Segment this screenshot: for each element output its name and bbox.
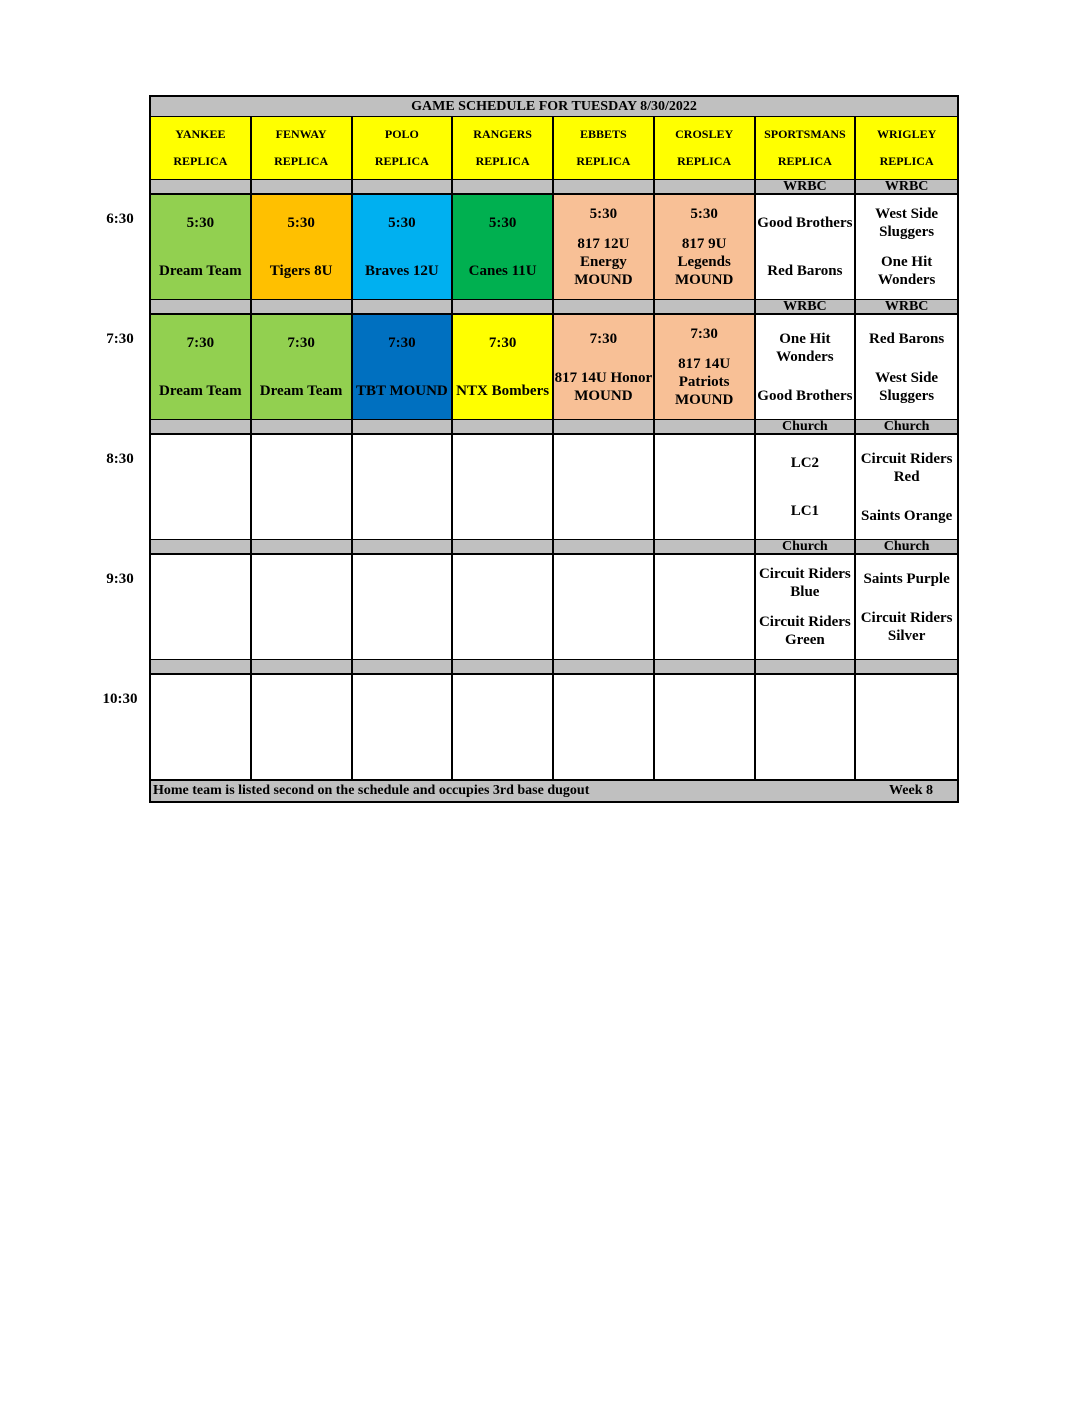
game-slot [453, 555, 554, 659]
separator-label [151, 420, 252, 433]
field-sub: REPLICA [677, 154, 732, 168]
field-name: YANKEE [175, 127, 226, 141]
game-slot [151, 195, 252, 299]
field-crosley [655, 117, 756, 179]
game-slot [655, 315, 756, 419]
separator-label [554, 300, 655, 313]
field-sub: REPLICA [274, 154, 329, 168]
separator-label [655, 180, 756, 193]
time-slot-row [149, 675, 959, 779]
slot-top-text: Red Barons [869, 330, 945, 347]
separator-label [453, 300, 554, 313]
separator-label: Church [756, 540, 857, 553]
separator-label [151, 300, 252, 313]
slot-top-text: 5:30 [589, 206, 618, 222]
separator-label: Church [756, 420, 857, 433]
slot-top-text: 7:30 [488, 335, 517, 351]
slot-top-text: Saints Purple [863, 570, 950, 587]
schedule-title: GAME SCHEDULE FOR TUESDAY 8/30/2022 [149, 95, 959, 117]
time-slot-row [149, 195, 959, 299]
slot-bottom-text: Circuit Riders Green [758, 614, 851, 648]
field-header-row [149, 117, 959, 179]
game-slot [151, 315, 252, 419]
game-slot [353, 435, 454, 539]
game-slot [453, 315, 554, 419]
slot-top-text: One Hit Wonders [776, 330, 834, 365]
separator-label: WRBC [756, 180, 857, 193]
time-label: 10:30 [102, 691, 138, 707]
field-sub: REPLICA [879, 154, 934, 168]
game-slot [151, 555, 252, 659]
field-wrigley [856, 117, 957, 179]
slot-top-text: 7:30 [186, 335, 215, 351]
separator-label [252, 300, 353, 313]
game-slot [856, 195, 957, 299]
game-slot [151, 675, 252, 779]
game-slot [353, 195, 454, 299]
field-sub: REPLICA [173, 154, 228, 168]
separator-label [252, 180, 353, 193]
separator-label [453, 660, 554, 673]
separator-label [252, 540, 353, 553]
field-sportsmans [756, 117, 857, 179]
slot-bottom-text: Good Brothers [757, 387, 853, 404]
game-slot [252, 555, 353, 659]
game-slot [453, 195, 554, 299]
field-sub: REPLICA [374, 154, 429, 168]
time-slot-row [149, 435, 959, 539]
game-slot [252, 435, 353, 539]
field-name: POLO [384, 127, 419, 141]
footer-week: Week 8 [889, 783, 933, 798]
separator-label: WRBC [856, 180, 957, 193]
slot-bottom-text: Braves 12U [365, 263, 439, 279]
separator-label [151, 540, 252, 553]
slot-top-text: 7:30 [388, 335, 416, 351]
field-name: CROSLEY [675, 127, 734, 141]
separator-label [353, 540, 454, 553]
slot-top-text: 5:30 [287, 215, 315, 231]
separator-row [149, 299, 959, 315]
slot-bottom-text: Circuit Riders Silver [860, 609, 953, 644]
game-slot [151, 435, 252, 539]
separator-label [151, 180, 252, 193]
separator-row [149, 659, 959, 675]
slot-top-text: 7:30 [690, 326, 718, 342]
separator-row [149, 419, 959, 435]
time-slot-row [149, 555, 959, 659]
schedule-body [149, 179, 959, 779]
separator-row [149, 539, 959, 555]
game-slot [554, 675, 655, 779]
field-rangers [453, 117, 554, 179]
field-sub: REPLICA [777, 154, 832, 168]
slot-bottom-text: 817 12U Energy MOUND [574, 236, 633, 288]
separator-label [353, 300, 454, 313]
time-label: 9:30 [106, 571, 134, 587]
field-name: WRIGLEY [876, 127, 937, 141]
game-slot [655, 195, 756, 299]
schedule-footer [149, 779, 959, 803]
game-slot [353, 675, 454, 779]
slot-bottom-text: Dream Team [159, 263, 242, 279]
separator-label [353, 660, 454, 673]
field-fenway [252, 117, 353, 179]
separator-label [252, 420, 353, 433]
separator-label [554, 420, 655, 433]
schedule-sheet [149, 95, 959, 803]
field-name: EBBETS [580, 127, 627, 141]
separator-label [453, 420, 554, 433]
field-name: FENWAY [275, 127, 327, 141]
field-yankee [151, 117, 252, 179]
slot-top-text: 7:30 [589, 330, 618, 347]
separator-label [554, 660, 655, 673]
separator-label [554, 180, 655, 193]
game-slot [756, 435, 857, 539]
game-slot [655, 435, 756, 539]
game-slot [655, 675, 756, 779]
separator-label [655, 300, 756, 313]
slot-bottom-text: Tigers 8U [269, 263, 333, 279]
slot-bottom-text: Dream Team [259, 383, 343, 399]
separator-label [554, 540, 655, 553]
slot-top-text: 5:30 [488, 215, 517, 231]
game-slot [756, 555, 857, 659]
field-sub: REPLICA [475, 154, 530, 168]
slot-top-text: Good Brothers [757, 215, 853, 231]
game-slot [554, 195, 655, 299]
slot-bottom-text: One Hit Wonders [877, 254, 936, 288]
footer-note: Home team is listed second on the schedule and occupies 3rd base dugout [153, 783, 590, 798]
slot-top-text: Circuit Riders Blue [758, 566, 851, 600]
slot-bottom-text: 817 9U Legends MOUND [674, 236, 734, 288]
slot-bottom-text: Red Barons [767, 263, 843, 279]
time-slot-row [149, 315, 959, 419]
slot-top-text: 7:30 [287, 335, 315, 351]
game-slot [252, 675, 353, 779]
game-slot [856, 555, 957, 659]
slot-bottom-text: TBT MOUND [355, 383, 448, 399]
game-slot [353, 555, 454, 659]
field-polo [353, 117, 454, 179]
separator-label: WRBC [856, 300, 957, 313]
field-name: SPORTSMANS [764, 127, 846, 141]
separator-row [149, 179, 959, 195]
separator-label [453, 180, 554, 193]
separator-label: Church [856, 540, 957, 553]
game-slot [554, 315, 655, 419]
separator-label [655, 660, 756, 673]
slot-bottom-text: Saints Orange [860, 507, 953, 524]
game-slot [252, 315, 353, 419]
slot-top-text: 5:30 [388, 215, 416, 231]
time-label: 8:30 [106, 451, 134, 467]
game-slot [554, 435, 655, 539]
field-name: RANGERS [473, 127, 532, 141]
separator-label [353, 420, 454, 433]
field-sub: REPLICA [576, 154, 631, 168]
separator-label: Church [856, 420, 957, 433]
time-label: 7:30 [106, 331, 134, 347]
game-slot [655, 555, 756, 659]
separator-label [756, 660, 857, 673]
slot-bottom-text: LC1 [790, 503, 820, 519]
game-slot [756, 195, 857, 299]
game-slot [353, 315, 454, 419]
game-slot [453, 435, 554, 539]
slot-top-text: 5:30 [690, 206, 718, 222]
separator-label [856, 660, 957, 673]
separator-label [655, 420, 756, 433]
slot-bottom-text: 817 14U Honor MOUND [554, 369, 653, 404]
game-slot [856, 435, 957, 539]
game-slot [856, 315, 957, 419]
separator-label: WRBC [756, 300, 857, 313]
slot-bottom-text: Canes 11U [468, 263, 537, 279]
field-ebbets [554, 117, 655, 179]
separator-label [453, 540, 554, 553]
slot-top-text: 5:30 [186, 215, 215, 231]
game-slot [453, 675, 554, 779]
slot-top-text: LC2 [790, 455, 820, 471]
game-slot [554, 555, 655, 659]
game-slot [756, 675, 857, 779]
time-label: 6:30 [106, 211, 134, 227]
separator-label [252, 660, 353, 673]
game-slot [856, 675, 957, 779]
slot-bottom-text: West Side Sluggers [875, 369, 939, 404]
slot-bottom-text: Dream Team [159, 383, 242, 399]
separator-label [151, 660, 252, 673]
slot-bottom-text: 817 14U Patriots MOUND [674, 356, 734, 408]
separator-label [353, 180, 454, 193]
slot-top-text: Circuit Riders Red [860, 450, 953, 485]
game-slot [756, 315, 857, 419]
game-slot [252, 195, 353, 299]
slot-top-text: West Side Sluggers [875, 206, 939, 240]
slot-bottom-text: NTX Bombers [456, 383, 550, 399]
separator-label [655, 540, 756, 553]
